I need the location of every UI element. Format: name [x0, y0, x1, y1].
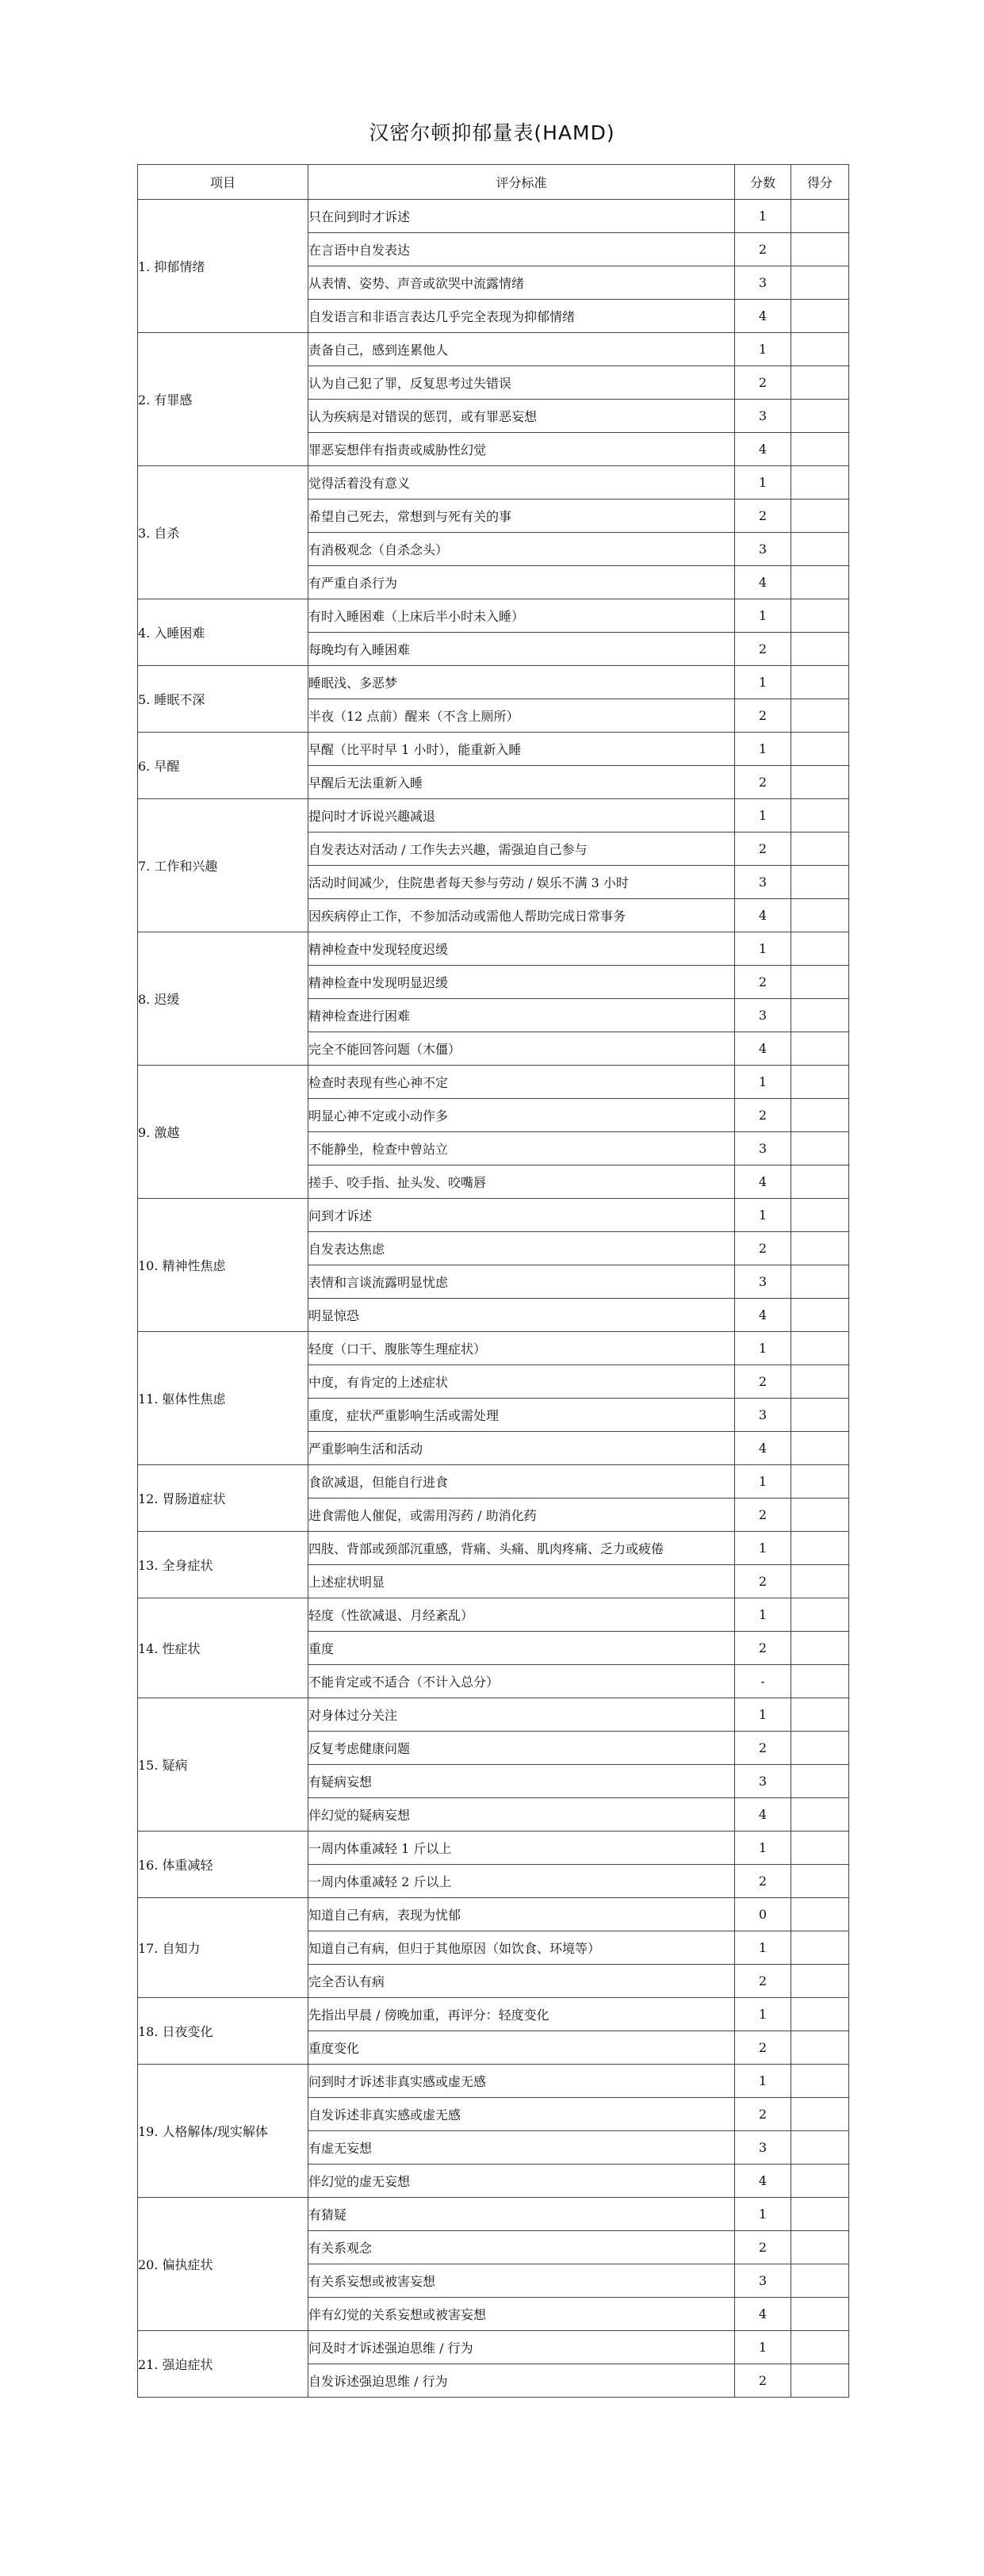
got-score-cell[interactable]: [791, 2231, 849, 2264]
score-value: 1: [735, 1066, 791, 1099]
got-score-cell[interactable]: [791, 799, 849, 833]
got-score-cell[interactable]: [791, 400, 849, 433]
criteria-text: 问到才诉述: [308, 1199, 735, 1232]
got-score-cell[interactable]: [791, 2298, 849, 2331]
criteria-text: 认为疾病是对错误的惩罚，或有罪恶妄想: [308, 400, 735, 433]
score-value: 1: [735, 599, 791, 633]
item-name: 9. 激越: [138, 1066, 308, 1199]
score-value: 1: [735, 1532, 791, 1565]
criteria-text: 上述症状明显: [308, 1565, 735, 1598]
criteria-text: 每晚均有入睡困难: [308, 633, 735, 666]
table-row: [138, 2331, 849, 2364]
table-body: [138, 200, 849, 2398]
criteria-text: 重度: [308, 1632, 735, 1665]
table-row: [138, 799, 849, 833]
score-value: 3: [735, 866, 791, 899]
got-score-cell[interactable]: [791, 666, 849, 699]
got-score-cell[interactable]: [791, 1931, 849, 1965]
got-score-cell[interactable]: [791, 833, 849, 866]
score-value: 4: [735, 566, 791, 599]
item-name: 3. 自杀: [138, 466, 308, 599]
criteria-text: 中度，有肯定的上述症状: [308, 1365, 735, 1399]
got-score-cell[interactable]: [791, 366, 849, 400]
criteria-text: 完全否认有病: [308, 1965, 735, 1998]
criteria-text: 活动时间减少，住院患者每天参与劳动 / 娱乐不满 3 小时: [308, 866, 735, 899]
criteria-text: 明显心神不定或小动作多: [308, 1099, 735, 1132]
score-value: 4: [735, 1032, 791, 1066]
item-name: 15. 疑病: [138, 1698, 308, 1832]
got-score-cell[interactable]: [791, 266, 849, 300]
got-score-cell[interactable]: [791, 2264, 849, 2298]
score-value: 2: [735, 1732, 791, 1765]
score-value: 2: [735, 1565, 791, 1598]
criteria-text: 精神检查中发现明显迟缓: [308, 966, 735, 999]
score-value: 2: [735, 1632, 791, 1665]
got-score-cell[interactable]: [791, 200, 849, 233]
got-score-cell[interactable]: [791, 1166, 849, 1199]
criteria-text: 提问时才诉说兴趣减退: [308, 799, 735, 833]
score-value: 2: [735, 1365, 791, 1399]
criteria-text: 有虚无妄想: [308, 2131, 735, 2165]
item-name: 13. 全身症状: [138, 1532, 308, 1598]
score-value: 1: [735, 666, 791, 699]
score-value: 4: [735, 899, 791, 932]
got-score-cell[interactable]: [791, 2165, 849, 2198]
got-score-cell[interactable]: [791, 1898, 849, 1931]
criteria-text: 罪恶妄想伴有指责或威胁性幻觉: [308, 433, 735, 466]
score-value: 2: [735, 966, 791, 999]
got-score-cell[interactable]: [791, 1998, 849, 2031]
table-row: [138, 1598, 849, 1632]
criteria-text: 有严重自杀行为: [308, 566, 735, 599]
score-value: 2: [735, 1232, 791, 1265]
got-score-cell[interactable]: [791, 1632, 849, 1665]
criteria-text: 有消极观念（自杀念头）: [308, 533, 735, 566]
score-value: 3: [735, 2131, 791, 2165]
criteria-text: 检查时表现有些心神不定: [308, 1066, 735, 1099]
table-row: [138, 1698, 849, 1732]
got-score-cell[interactable]: [791, 2364, 849, 2398]
criteria-text: 有时入睡困难（上床后半小时未入睡）: [308, 599, 735, 633]
item-name: 19. 人格解体/现实解体: [138, 2065, 308, 2198]
score-value: 4: [735, 1798, 791, 1832]
got-score-cell[interactable]: [791, 1432, 849, 1465]
got-score-cell[interactable]: [791, 433, 849, 466]
criteria-text: 一周内体重减轻 2 斤以上: [308, 1865, 735, 1898]
criteria-text: 搓手、咬手指、扯头发、咬嘴唇: [308, 1166, 735, 1199]
table-row: [138, 1332, 849, 1365]
score-value: 2: [735, 500, 791, 533]
hamd-table: [137, 164, 849, 2398]
got-score-cell[interactable]: [791, 500, 849, 533]
item-name: 10. 精神性焦虑: [138, 1199, 308, 1332]
score-value: -: [735, 1665, 791, 1698]
criteria-text: 责备自己，感到连累他人: [308, 333, 735, 366]
score-value: 1: [735, 2198, 791, 2231]
got-score-cell[interactable]: [791, 533, 849, 566]
criteria-text: 睡眠浅、多恶梦: [308, 666, 735, 699]
got-score-cell[interactable]: [791, 300, 849, 333]
criteria-text: 有猜疑: [308, 2198, 735, 2231]
score-value: 2: [735, 1865, 791, 1898]
score-value: 2: [735, 233, 791, 266]
score-value: 4: [735, 2298, 791, 2331]
score-value: 2: [735, 2098, 791, 2131]
criteria-text: 完全不能回答问题（木僵）: [308, 1032, 735, 1066]
got-score-cell[interactable]: [791, 1066, 849, 1099]
score-value: 3: [735, 999, 791, 1032]
score-value: 1: [735, 1832, 791, 1865]
criteria-text: 自发语言和非语言表达几乎完全表现为抑郁情绪: [308, 300, 735, 333]
criteria-text: 先指出早晨 / 傍晚加重，再评分：轻度变化: [308, 1998, 735, 2031]
item-name: 7. 工作和兴趣: [138, 799, 308, 932]
item-name: 6. 早醒: [138, 733, 308, 799]
got-score-cell[interactable]: [791, 1099, 849, 1132]
header-score: 分数: [735, 165, 791, 200]
score-value: 1: [735, 200, 791, 233]
criteria-text: 只在问到时才诉述: [308, 200, 735, 233]
got-score-cell[interactable]: [791, 1265, 849, 1299]
got-score-cell[interactable]: [791, 2031, 849, 2065]
criteria-text: 早醒后无法重新入睡: [308, 766, 735, 799]
criteria-text: 自发表达对活动 / 工作失去兴趣，需强迫自己参与: [308, 833, 735, 866]
got-score-cell[interactable]: [791, 2098, 849, 2131]
document-title: 汉密尔顿抑郁量表(HAMD): [369, 121, 615, 144]
header-item: 项目: [138, 165, 308, 200]
score-value: 4: [735, 1299, 791, 1332]
item-name: 14. 性症状: [138, 1598, 308, 1698]
got-score-cell[interactable]: [791, 2198, 849, 2231]
item-name: 20. 偏执症状: [138, 2198, 308, 2331]
criteria-text: 伴有幻觉的关系妄想或被害妄想: [308, 2298, 735, 2331]
criteria-text: 问到时才诉述非真实感或虚无感: [308, 2065, 735, 2098]
got-score-cell[interactable]: [791, 1465, 849, 1499]
criteria-text: 自发表达焦虑: [308, 1232, 735, 1265]
criteria-text: 问及时才诉述强迫思维 / 行为: [308, 2331, 735, 2364]
item-name: 18. 日夜变化: [138, 1998, 308, 2065]
criteria-text: 从表情、姿势、声音或欲哭中流露情绪: [308, 266, 735, 300]
header-row: [138, 165, 849, 200]
got-score-cell[interactable]: [791, 1665, 849, 1698]
score-value: 1: [735, 333, 791, 366]
score-value: 1: [735, 1199, 791, 1232]
score-value: 3: [735, 1765, 791, 1798]
got-score-cell[interactable]: [791, 466, 849, 500]
table-row: [138, 333, 849, 366]
item-name: 1. 抑郁情绪: [138, 200, 308, 333]
table-row: [138, 932, 849, 966]
got-score-cell[interactable]: [791, 766, 849, 799]
table-row: [138, 1998, 849, 2031]
got-score-cell[interactable]: [791, 1299, 849, 1332]
score-value: 1: [735, 466, 791, 500]
item-name: 17. 自知力: [138, 1898, 308, 1998]
criteria-text: 觉得活着没有意义: [308, 466, 735, 500]
criteria-text: 因疾病停止工作，不参加活动或需他人帮助完成日常事务: [308, 899, 735, 932]
item-name: 5. 睡眠不深: [138, 666, 308, 733]
score-value: 1: [735, 733, 791, 766]
criteria-text: 知道自己有病，但归于其他原因（如饮食、环境等）: [308, 1931, 735, 1965]
table-row: [138, 1532, 849, 1565]
got-score-cell[interactable]: [791, 2065, 849, 2098]
score-value: 1: [735, 1598, 791, 1632]
got-score-cell[interactable]: [791, 1199, 849, 1232]
criteria-text: 一周内体重减轻 1 斤以上: [308, 1832, 735, 1865]
criteria-text: 明显惊恐: [308, 1299, 735, 1332]
got-score-cell[interactable]: [791, 999, 849, 1032]
got-score-cell[interactable]: [791, 1865, 849, 1898]
score-value: 2: [735, 2231, 791, 2264]
criteria-text: 知道自己有病，表现为忧郁: [308, 1898, 735, 1931]
score-value: 1: [735, 1998, 791, 2031]
score-value: 3: [735, 1399, 791, 1432]
got-score-cell[interactable]: [791, 1598, 849, 1632]
score-value: 1: [735, 799, 791, 833]
table-row: [138, 1199, 849, 1232]
criteria-text: 希望自己死去，常想到与死有关的事: [308, 500, 735, 533]
criteria-text: 表情和言谈流露明显忧虑: [308, 1265, 735, 1299]
criteria-text: 进食需他人催促，或需用泻药 / 助消化药: [308, 1499, 735, 1532]
score-value: 2: [735, 2031, 791, 2065]
score-value: 4: [735, 1432, 791, 1465]
got-score-cell[interactable]: [791, 2131, 849, 2165]
table-row: [138, 466, 849, 500]
criteria-text: 自发诉述非真实感或虚无感: [308, 2098, 735, 2131]
criteria-text: 不能静坐，检查中曾站立: [308, 1132, 735, 1166]
score-value: 3: [735, 400, 791, 433]
criteria-text: 轻度（口干、腹胀等生理症状）: [308, 1332, 735, 1365]
score-value: 2: [735, 1965, 791, 1998]
score-value: 0: [735, 1898, 791, 1931]
got-score-cell[interactable]: [791, 1232, 849, 1265]
got-score-cell[interactable]: [791, 733, 849, 766]
got-score-cell[interactable]: [791, 966, 849, 999]
score-value: 3: [735, 1132, 791, 1166]
table-row: [138, 1898, 849, 1931]
criteria-text: 伴幻觉的疑病妄想: [308, 1798, 735, 1832]
criteria-text: 重度变化: [308, 2031, 735, 2065]
criteria-text: 不能肯定或不适合（不计入总分）: [308, 1665, 735, 1698]
table-row: [138, 733, 849, 766]
got-score-cell[interactable]: [791, 932, 849, 966]
criteria-text: 有关系观念: [308, 2231, 735, 2264]
score-value: 1: [735, 1332, 791, 1365]
score-value: 4: [735, 433, 791, 466]
score-value: 1: [735, 1465, 791, 1499]
got-score-cell[interactable]: [791, 1765, 849, 1798]
item-name: 12. 胃肠道症状: [138, 1465, 308, 1532]
got-score-cell[interactable]: [791, 1832, 849, 1865]
got-score-cell[interactable]: [791, 1965, 849, 1998]
score-value: 4: [735, 300, 791, 333]
criteria-text: 严重影响生活和活动: [308, 1432, 735, 1465]
criteria-text: 对身体过分关注: [308, 1698, 735, 1732]
criteria-text: 在言语中自发表达: [308, 233, 735, 266]
got-score-cell[interactable]: [791, 1499, 849, 1532]
criteria-text: 伴幻觉的虚无妄想: [308, 2165, 735, 2198]
score-value: 2: [735, 1099, 791, 1132]
got-score-cell[interactable]: [791, 899, 849, 932]
score-value: 4: [735, 2165, 791, 2198]
item-name: 21. 强迫症状: [138, 2331, 308, 2398]
score-value: 2: [735, 633, 791, 666]
table-row: [138, 2065, 849, 2098]
score-value: 2: [735, 766, 791, 799]
score-value: 2: [735, 1499, 791, 1532]
item-name: 2. 有罪感: [138, 333, 308, 466]
got-score-cell[interactable]: [791, 1032, 849, 1066]
criteria-text: 早醒（比平时早 1 小时），能重新入睡: [308, 733, 735, 766]
got-score-cell[interactable]: [791, 2331, 849, 2364]
score-value: 3: [735, 533, 791, 566]
score-value: 1: [735, 2331, 791, 2364]
got-score-cell[interactable]: [791, 1532, 849, 1565]
table-row: [138, 2198, 849, 2231]
table-row: [138, 1465, 849, 1499]
got-score-cell[interactable]: [791, 1798, 849, 1832]
got-score-cell[interactable]: [791, 233, 849, 266]
criteria-text: 有疑病妄想: [308, 1765, 735, 1798]
got-score-cell[interactable]: [791, 1565, 849, 1598]
got-score-cell[interactable]: [791, 699, 849, 733]
item-name: 8. 迟缓: [138, 932, 308, 1066]
criteria-text: 食欲减退，但能自行进食: [308, 1465, 735, 1499]
score-value: 1: [735, 932, 791, 966]
item-name: 4. 入睡困难: [138, 599, 308, 666]
criteria-text: 精神检查中发现轻度迟缓: [308, 932, 735, 966]
table-row: [138, 599, 849, 633]
table-row: [138, 666, 849, 699]
criteria-text: 有关系妄想或被害妄想: [308, 2264, 735, 2298]
table-row: [138, 1832, 849, 1865]
criteria-text: 自发诉述强迫思维 / 行为: [308, 2364, 735, 2398]
item-name: 11. 躯体性焦虑: [138, 1332, 308, 1465]
got-score-cell[interactable]: [791, 1732, 849, 1765]
header-got: 得分: [791, 165, 849, 200]
criteria-text: 重度，症状严重影响生活或需处理: [308, 1399, 735, 1432]
got-score-cell[interactable]: [791, 1399, 849, 1432]
score-value: 1: [735, 2065, 791, 2098]
header-criteria: 评分标准: [308, 165, 735, 200]
score-value: 4: [735, 1166, 791, 1199]
criteria-text: 反复考虑健康问题: [308, 1732, 735, 1765]
criteria-text: 轻度（性欲减退、月经紊乱）: [308, 1598, 735, 1632]
criteria-text: 认为自己犯了罪，反复思考过失错误: [308, 366, 735, 400]
got-score-cell[interactable]: [791, 633, 849, 666]
criteria-text: 半夜（12 点前）醒来（不含上厕所）: [308, 699, 735, 733]
got-score-cell[interactable]: [791, 599, 849, 633]
criteria-text: 四肢、背部或颈部沉重感，背痛、头痛、肌肉疼痛、乏力或疲倦: [308, 1532, 735, 1565]
table-row: [138, 200, 849, 233]
got-score-cell[interactable]: [791, 1365, 849, 1399]
score-value: 2: [735, 2364, 791, 2398]
score-value: 2: [735, 833, 791, 866]
score-value: 1: [735, 1931, 791, 1965]
got-score-cell[interactable]: [791, 566, 849, 599]
got-score-cell[interactable]: [791, 1332, 849, 1365]
got-score-cell[interactable]: [791, 866, 849, 899]
got-score-cell[interactable]: [791, 1132, 849, 1166]
score-value: 2: [735, 366, 791, 400]
got-score-cell[interactable]: [791, 333, 849, 366]
score-value: 3: [735, 266, 791, 300]
score-value: 3: [735, 2264, 791, 2298]
score-value: 2: [735, 699, 791, 733]
criteria-text: 精神检查进行困难: [308, 999, 735, 1032]
table-row: [138, 1066, 849, 1099]
score-value: 3: [735, 1265, 791, 1299]
got-score-cell[interactable]: [791, 1698, 849, 1732]
item-name: 16. 体重减轻: [138, 1832, 308, 1898]
score-value: 1: [735, 1698, 791, 1732]
